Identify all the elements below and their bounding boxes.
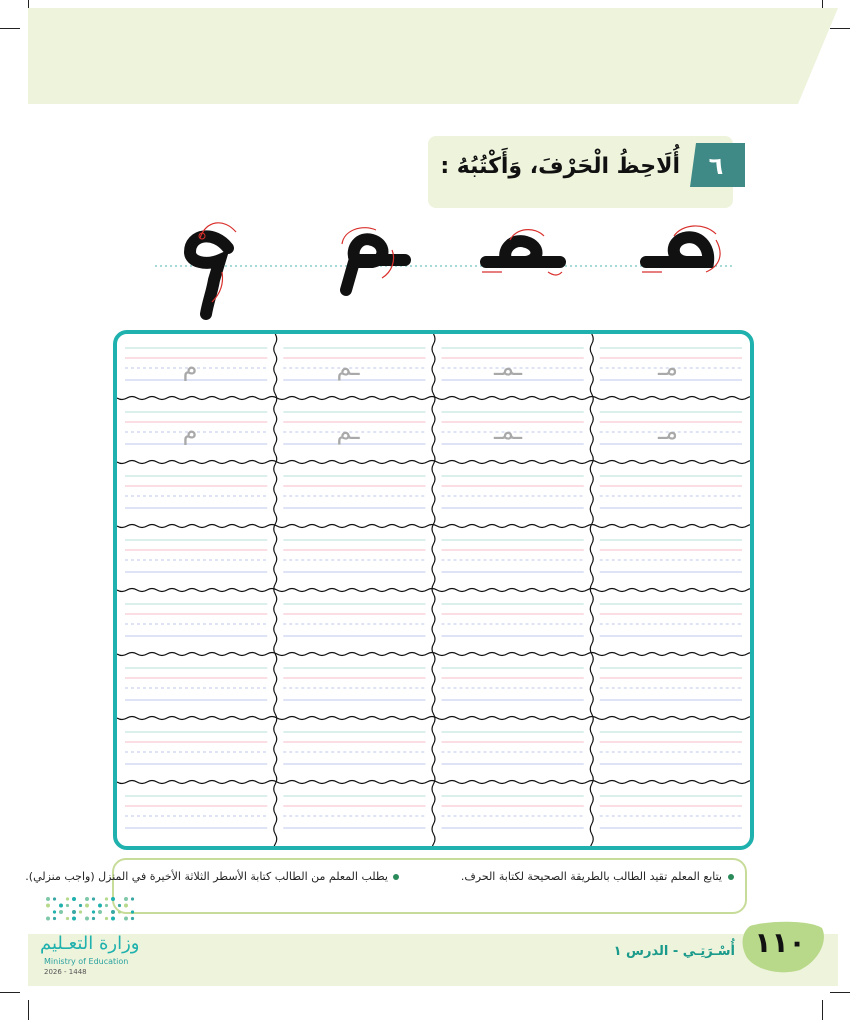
- teacher-note-right: يتابع المعلم تقيد الطالب بالطريقة الصحيحة لكتابة الحرف.: [460, 870, 722, 883]
- logo-dot: [105, 904, 108, 907]
- logo-dot: [124, 917, 128, 921]
- logo-dot: [46, 904, 50, 908]
- logo-dot: [59, 904, 63, 908]
- logo-dot: [85, 904, 89, 908]
- teacher-note-left: يطلب المعلم من الطالب كتابة الأسطر الثلاثة الأخيرة في المنزل (واجب منزلي).: [25, 870, 388, 883]
- row-divider-wavy: [117, 589, 750, 592]
- bullet: [393, 874, 399, 880]
- crop-mark: [28, 1000, 29, 1020]
- tracing-letter: ـم: [336, 353, 360, 381]
- logo-dot: [72, 897, 76, 901]
- logo-dot: [131, 910, 134, 913]
- tracing-letter: ـم: [336, 417, 360, 445]
- logo-dot: [53, 917, 56, 920]
- stroke-arrow: [482, 272, 562, 275]
- header-band: [28, 8, 838, 104]
- logo-dot: [53, 910, 56, 913]
- instruction-text: أُلَاحِظُ الْحَرْفَ، وَأَكْتُبُهُ :: [440, 154, 680, 179]
- column-divider-wavy: [432, 334, 435, 846]
- teacher-notes-box: [112, 858, 747, 914]
- practice-grid: [117, 334, 750, 846]
- logo-dot: [66, 897, 69, 900]
- ministry-name-arabic: وزارة التعـليم: [40, 933, 140, 954]
- tracing-letter: مـ: [658, 417, 678, 445]
- logo-dot: [111, 897, 115, 901]
- ministry-year: 2026 - 1448: [44, 968, 87, 976]
- crop-mark: [822, 1000, 823, 1020]
- crop-mark: [0, 992, 20, 993]
- logo-dot: [85, 917, 89, 921]
- tracing-letter: مـ: [658, 353, 678, 381]
- logo-dot: [105, 917, 108, 920]
- row-divider-wavy: [117, 717, 750, 720]
- row-divider-wavy: [117, 397, 750, 400]
- logo-dot: [66, 904, 69, 907]
- logo-dot: [72, 910, 76, 914]
- logo-dot: [79, 904, 82, 907]
- logo-dot: [79, 910, 82, 913]
- logo-dot: [131, 917, 134, 920]
- bullet: [728, 874, 734, 880]
- letter-models: [150, 210, 740, 320]
- tracing-letter: ـمـ: [494, 353, 522, 381]
- logo-dot: [124, 897, 128, 901]
- lesson-title: أُسْـرَتِـي - الدرس ١: [613, 944, 735, 959]
- ministry-name-english: Ministry of Education: [44, 957, 129, 966]
- crop-mark: [830, 992, 850, 993]
- logo-dot: [46, 917, 50, 921]
- crop-mark: [0, 28, 20, 29]
- logo-dot: [85, 897, 89, 901]
- exercise-number: ٦: [708, 152, 724, 180]
- logo-dot: [59, 910, 63, 914]
- tracing-letter: ـمـ: [494, 417, 522, 445]
- logo-dot: [72, 917, 76, 921]
- logo-dot: [92, 910, 95, 913]
- logo-dot: [124, 904, 128, 908]
- letter-model-final: [342, 228, 405, 290]
- logo-dot: [98, 904, 102, 908]
- logo-dot: [92, 897, 95, 900]
- logo-dot: [118, 910, 121, 913]
- page-number: ١١٠: [754, 926, 806, 959]
- logo-dot: [131, 897, 134, 900]
- logo-dot: [111, 917, 115, 921]
- logo-dot: [53, 897, 56, 900]
- ministry-logo: [44, 895, 140, 925]
- tracing-letter: م: [182, 417, 198, 445]
- logo-dot: [118, 904, 121, 907]
- logo-dot: [105, 897, 108, 900]
- letter-model-medial: [482, 230, 562, 275]
- tracing-letter: م: [182, 353, 198, 381]
- letter-model-initial: [642, 226, 720, 272]
- letter-model-isolated: [190, 223, 236, 314]
- logo-dot: [98, 910, 102, 914]
- logo-dot: [92, 917, 95, 920]
- logo-dot: [66, 917, 69, 920]
- logo-dot: [46, 897, 50, 901]
- column-divider-wavy: [590, 334, 593, 846]
- logo-dot: [111, 910, 115, 914]
